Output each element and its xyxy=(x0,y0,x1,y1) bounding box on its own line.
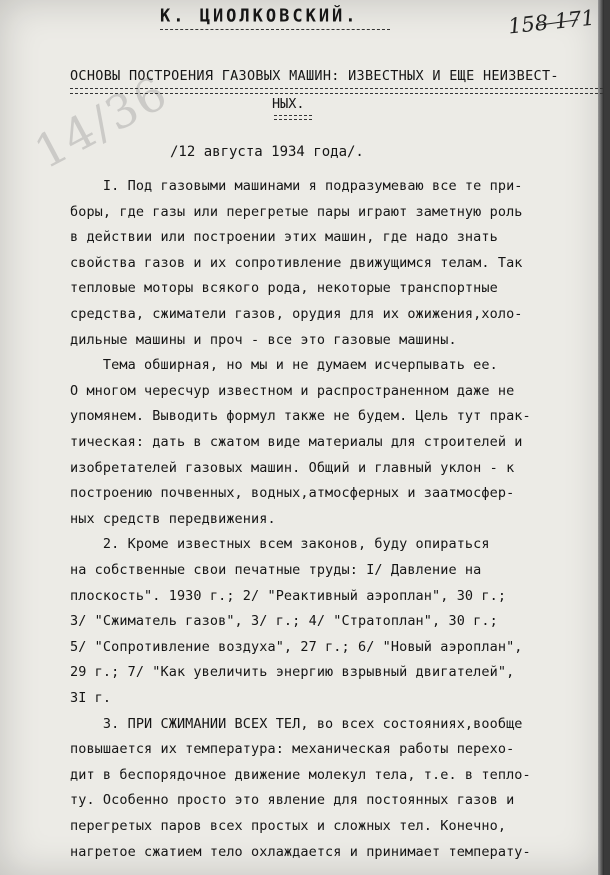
text-line: 29 г.; 7/ "Как увеличить энергию взрывный двигателей", xyxy=(70,664,515,681)
text-line: 3I г. xyxy=(70,690,112,706)
text-line: изобретателей газовых машин. Общий и главный уклон - к xyxy=(70,459,515,476)
text-line: свойства газов и их сопротивление движущимся телам. Так xyxy=(70,254,523,271)
title-double-underline xyxy=(70,88,604,94)
text-line: нагретое сжатием тело охлаждается и принимает температу- xyxy=(70,843,531,860)
document-date: /12 августа 1934 года/. xyxy=(170,144,364,160)
text-line: 2. Кроме известных всем законов, буду опираться xyxy=(70,536,490,553)
text-line: 3. ПРИ СЖИМАНИИ ВСЕХ ТЕЛ, во всех состояниях,вообще xyxy=(70,715,523,732)
text-line: плоскость". 1930 г.; 2/ "Реактивный аэроплан", 30 г.; xyxy=(70,587,507,604)
document-title: ОСНОВЫ ПОСТРОЕНИЯ ГАЗОВЫХ МАШИН: ИЗВЕСТНЫХ И ЕЩЕ НЕИЗВЕСТ- xyxy=(70,68,559,84)
text-line: упомянем. Выводить формул также не будем. Цель тут прак- xyxy=(70,408,531,425)
text-line: Тема обширная, но мы и не думаем исчерпывать ее. xyxy=(70,357,498,374)
text-line: в действии или построении этих машин, где надо знать xyxy=(70,229,498,246)
text-line: тическая: дать в сжатом виде материалы для строителей и xyxy=(70,434,523,450)
text-line: дильные машины и проч - все это газовые машины. xyxy=(70,331,457,348)
author-underline xyxy=(160,29,390,30)
title-continuation-underline xyxy=(274,115,312,120)
document-title-continuation: НЫХ. xyxy=(272,96,305,112)
author-name: К. ЦИОЛКОВСКИЙ. xyxy=(160,5,359,27)
text-line: боры, где газы или перегретые пары играют заметную роль xyxy=(70,203,523,220)
text-line: на собственные свои печатные труды: I/ Давление на xyxy=(70,562,482,578)
text-line: ных средств передвижения. xyxy=(70,510,276,527)
faint-marginal-stamp: 14/36 xyxy=(25,64,177,180)
text-line: ту. Особенно просто это явление для постоянных газов и xyxy=(70,792,515,809)
text-line: перегретых паров всех простых и сложных тел. Конечно, xyxy=(70,818,507,834)
text-line: О многом чересчур известном и распространенном даже не xyxy=(70,382,515,399)
text-line: 3/ "Сжиматель газов", 3/ г.; 4/ "Стратоплан", 30 г.; xyxy=(70,613,498,630)
text-line: повышается их температура: механическая работы перехо- xyxy=(70,741,515,758)
page-edge-shadow xyxy=(598,0,604,875)
handwritten-page-number: 158 171 xyxy=(506,5,596,39)
text-line: дит в беспорядочное движение молекул тела, т.е. в тепло- xyxy=(70,766,531,783)
text-line: тепловые моторы всякого рода, некоторые транспортные xyxy=(70,280,498,297)
text-line: средства, сжиматели газов, орудия для их ожижения,холо- xyxy=(70,306,523,322)
text-line: построению почвенных, водных,атмосферных и заатмосфер- xyxy=(70,485,515,502)
text-line: 5/ "Сопротивление воздуха", 27 г.; 6/ "Новый аэроплан", xyxy=(70,638,523,655)
text-line: I. Под газовыми машинами я подразумеваю все те при- xyxy=(70,178,523,194)
